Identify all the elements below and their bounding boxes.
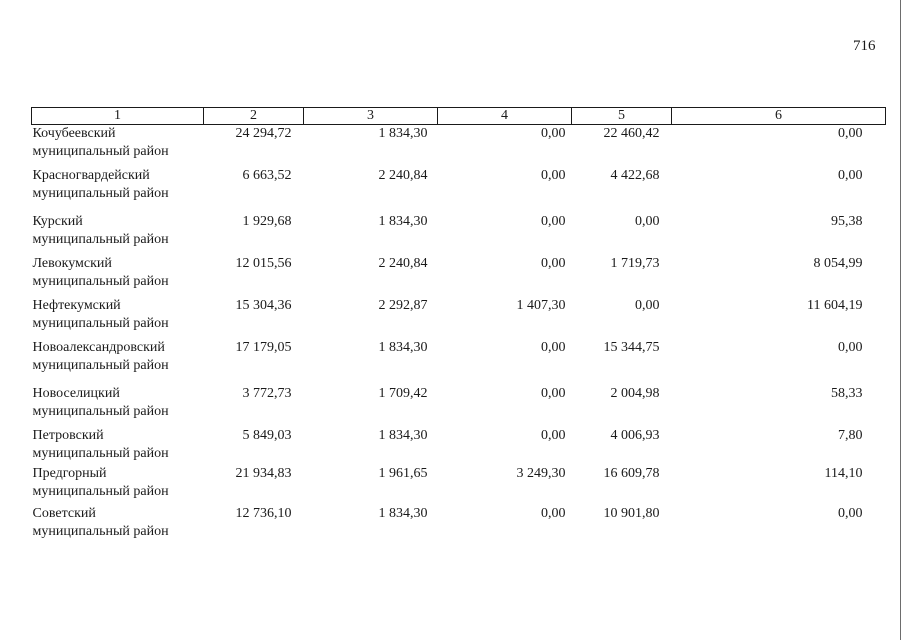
- district-name: Нефтекумский: [32, 297, 121, 313]
- value-cell-col-3: 2 240,84: [378, 167, 428, 183]
- district-type: муниципальный район: [32, 403, 169, 419]
- district-name: Левокумский: [32, 255, 112, 271]
- value-cell-col-5: 1 719,73: [610, 255, 660, 271]
- value-cell-col-2: 5 849,03: [242, 427, 292, 443]
- value-cell-col-4: 0,00: [541, 505, 566, 521]
- value-cell-col-4: 0,00: [541, 427, 566, 443]
- value-cell-col-2: 12 736,10: [235, 505, 292, 521]
- district-name: Новоалександровский: [32, 339, 165, 355]
- district-name: Кочубеевский: [32, 126, 116, 141]
- district-type: муниципальный район: [32, 185, 169, 201]
- page-number: 716: [853, 38, 876, 54]
- table-row: [32, 505, 886, 545]
- value-cell-col-6: 58,33: [831, 385, 863, 401]
- value-cell-col-5: 15 344,75: [603, 339, 660, 355]
- table-row: [32, 255, 886, 297]
- value-cell-col-6: 114,10: [824, 465, 863, 481]
- district-type: муниципальный район: [32, 357, 169, 373]
- value-cell-col-2: 3 772,73: [242, 385, 292, 401]
- value-cell-col-3: 2 240,84: [378, 255, 428, 271]
- value-cell-col-2: 15 304,36: [235, 297, 292, 313]
- value-cell-col-6: 0,00: [838, 126, 863, 141]
- column-header-1: 1: [32, 108, 204, 125]
- column-header-3: 3: [304, 108, 438, 125]
- value-cell-col-4: 3 249,30: [516, 465, 566, 481]
- table-row: [32, 297, 886, 339]
- value-cell-col-6: 95,38: [831, 213, 863, 229]
- value-cell-col-5: 4 006,93: [610, 427, 660, 443]
- district-name-cell: [32, 465, 204, 505]
- district-name: Курский: [32, 213, 83, 229]
- district-name-cell: [32, 213, 204, 255]
- value-cell-col-6: 8 054,99: [813, 255, 863, 271]
- value-cell-col-3: 1 834,30: [378, 339, 428, 355]
- table-row: [32, 385, 886, 427]
- table-row: [32, 465, 886, 505]
- district-name: Предгорный: [32, 465, 107, 481]
- value-cell-col-4: 0,00: [541, 255, 566, 271]
- value-cell-col-4: 0,00: [541, 339, 566, 355]
- value-cell-col-3: 1 834,30: [378, 427, 428, 443]
- value-cell-col-6: 0,00: [838, 167, 863, 183]
- value-cell-col-4: 0,00: [541, 385, 566, 401]
- value-cell-col-4: 0,00: [541, 167, 566, 183]
- value-cell-col-5: 16 609,78: [603, 465, 660, 481]
- value-cell-col-2: 1 929,68: [242, 213, 292, 229]
- district-type: муниципальный район: [32, 523, 169, 539]
- value-cell-col-5: 10 901,80: [603, 505, 660, 521]
- value-cell-col-3: 1 834,30: [378, 126, 428, 141]
- district-type: муниципальный район: [32, 231, 169, 247]
- district-name-cell: [32, 167, 204, 213]
- table-row: [32, 213, 886, 255]
- district-type: муниципальный район: [32, 315, 169, 331]
- value-cell-col-4: 0,00: [541, 213, 566, 229]
- value-cell-col-2: 6 663,52: [242, 167, 292, 183]
- value-cell-col-3: 1 709,42: [378, 385, 428, 401]
- column-header-4: 4: [438, 108, 572, 125]
- value-cell-col-6: 11 604,19: [807, 297, 863, 313]
- column-header-5: 5: [572, 108, 672, 125]
- district-name-cell: [32, 297, 204, 339]
- table-row: [32, 339, 886, 385]
- district-type: муниципальный район: [32, 483, 169, 499]
- value-cell-col-5: 2 004,98: [610, 385, 660, 401]
- value-cell-col-2: 24 294,72: [235, 126, 292, 141]
- table-row: [32, 427, 886, 465]
- value-cell-col-3: 1 834,30: [378, 505, 428, 521]
- value-cell-col-2: 17 179,05: [235, 339, 292, 355]
- district-name: Советский: [32, 505, 96, 521]
- header-row: [32, 108, 886, 125]
- table-body: [32, 125, 886, 545]
- district-name-cell: [32, 125, 204, 167]
- district-name-cell: [32, 255, 204, 297]
- value-cell-col-4: 1 407,30: [516, 297, 566, 313]
- district-name-cell: [32, 505, 204, 545]
- table-row: [32, 167, 886, 213]
- district-name-cell: [32, 339, 204, 385]
- district-type: муниципальный район: [32, 144, 169, 159]
- value-cell-col-4: 0,00: [541, 126, 566, 141]
- value-cell-col-6: 0,00: [838, 339, 863, 355]
- value-cell-col-5: 4 422,68: [610, 167, 660, 183]
- column-header-6: 6: [672, 108, 886, 125]
- district-name: Петровский: [32, 427, 104, 443]
- district-type: муниципальный район: [32, 445, 169, 461]
- value-cell-col-5: 0,00: [635, 297, 660, 313]
- district-type: муниципальный район: [32, 273, 169, 289]
- value-cell-col-5: 0,00: [635, 213, 660, 229]
- value-cell-col-6: 0,00: [838, 505, 863, 521]
- district-name-cell: [32, 427, 204, 465]
- value-cell-col-3: 1 961,65: [378, 465, 428, 481]
- page-edge-line: [900, 0, 901, 640]
- value-cell-col-3: 1 834,30: [378, 213, 428, 229]
- column-header-2: 2: [204, 108, 304, 125]
- district-name: Новоселицкий: [32, 385, 120, 401]
- district-name-cell: [32, 385, 204, 427]
- value-cell-col-3: 2 292,87: [378, 297, 428, 313]
- value-cell-col-2: 12 015,56: [235, 255, 292, 271]
- value-cell-col-2: 21 934,83: [235, 465, 292, 481]
- budget-table: [31, 107, 886, 545]
- value-cell-col-5: 22 460,42: [603, 126, 660, 141]
- table-row: [32, 125, 886, 167]
- district-name: Красногвардейский: [32, 167, 150, 183]
- value-cell-col-6: 7,80: [838, 427, 863, 443]
